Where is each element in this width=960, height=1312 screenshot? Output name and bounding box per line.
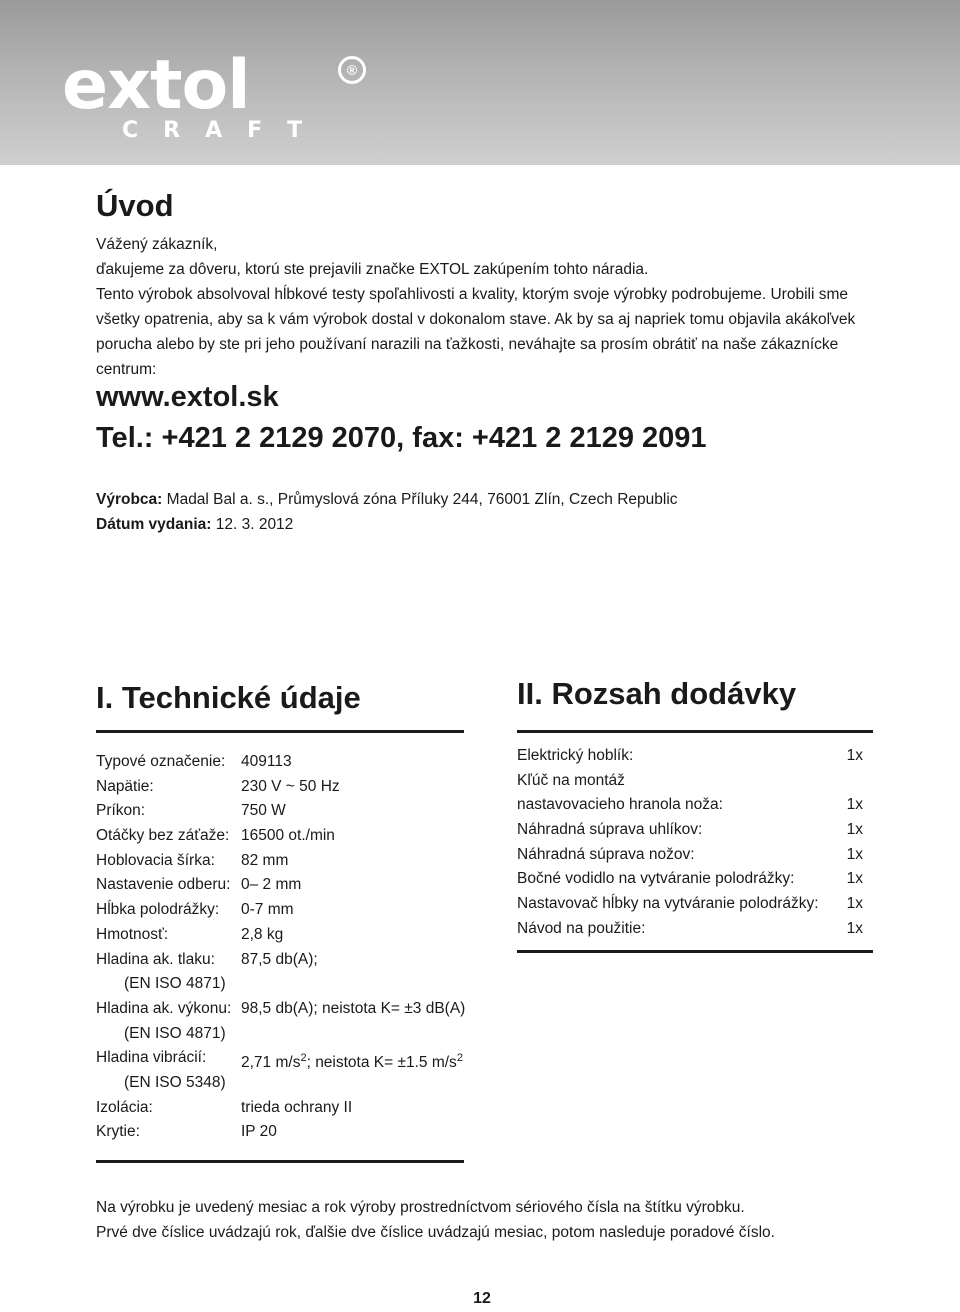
supply-item-qty: 1x [846,845,863,863]
spec-value: 82 mm [241,851,289,869]
spec-label: Hladina ak. tlaku: [96,950,215,968]
spec-label: Napätie: [96,777,154,795]
spec-value: 16500 ot./min [241,827,335,845]
issue-date-line [96,514,293,536]
issue-date-value: 12. 3. 2012 [215,516,294,533]
spec-row [96,775,466,800]
spec-row [96,849,466,874]
supply-item [517,744,863,769]
supply-item-qty: 1x [846,796,863,814]
intro-text [96,232,886,382]
spec-value: 87,5 db(A); [241,950,318,968]
supply-item-qty: 1x [846,821,863,839]
supply-item [517,917,863,942]
tech-bottom-rule [96,1160,464,1163]
supply-top-rule [517,730,873,733]
spec-label: Hladina vibrácií: [96,1049,207,1067]
supply-item-name: nastavovacieho hranola noža: [517,796,723,814]
spec-row [96,898,466,923]
spec-row [96,1022,466,1047]
spec-row [96,873,466,898]
intro-body: Tento výrobok absolvoval hĺbkové testy spoľahlivosti a kvality, ktorým svoje výrobky podrobujeme. Urobili sme všetky opatrenia, aby sa k vám výrobok dostal v dokonalom stave. Ak by sa aj napriek tomu objavila akákoľvek porucha alebo by ste pri jeho používaní narazili na ťažkosti, neváhajte sa prosím obrátiť na naše zákaznícke centrum: [96,286,856,378]
manufacturer-line [96,489,678,511]
spec-value: trieda ochrany II [241,1098,353,1116]
spec-row [96,948,466,973]
phone-fax: Tel.: +421 2 2129 2070, fax: +421 2 2129 2091 [96,422,707,454]
supply-item-qty: 1x [846,919,863,937]
supply-item [517,818,863,843]
extol-craft-logo [62,46,382,150]
tech-top-rule [96,730,464,733]
intro-title: Úvod [96,188,174,223]
supply-bottom-rule [517,950,873,953]
supply-item-name: Návod na použitie: [517,919,646,937]
header-band [0,0,960,165]
spec-value: 409113 [241,753,292,770]
supply-item-name: Elektrický hoblík: [517,747,634,764]
tech-section-title: I. Technické údaje [96,680,361,715]
vibration-value: 2,71 m/s [241,1054,301,1072]
spec-value: 0-7 mm [241,901,294,919]
spec-row [96,750,466,775]
supply-item-qty: 1x [846,895,863,913]
spec-value: 2,8 kg [241,925,284,943]
spec-value: 750 W [241,802,286,820]
supply-item [517,769,863,794]
page-number: 12 [473,1290,491,1307]
supply-item [517,867,863,892]
spec-row [96,1046,466,1071]
supply-item [517,793,863,818]
spec-label: Typové označenie: [96,753,226,770]
spec-label: Otáčky bez záťaže: [96,827,230,845]
spec-row [96,1096,466,1121]
spec-value: 0– 2 mm [241,876,302,894]
supply-item-qty: 1x [846,870,863,888]
spec-label: Krytie: [96,1123,140,1141]
spec-label: Izolácia: [96,1098,153,1116]
supply-item-name: Náhradná súprava nožov: [517,845,695,863]
spec-row [96,799,466,824]
footnote-line: Prvé dve číslice uvádzajú rok, ďalšie dve číslice uvádzajú mesiac, potom nasleduje poradové číslo. [96,1224,775,1241]
spec-row [96,824,466,849]
supply-item-name: Nastavovač hĺbky na vytváranie polodrážky: [517,895,819,913]
spec-label: Hĺbka polodrážky: [96,901,220,919]
tech-spec-table [96,750,466,1145]
spec-label: Nastavenie odberu: [96,876,231,894]
spec-value: IP 20 [241,1123,277,1141]
vibration-exponent: 2 [300,1052,307,1065]
intro-greeting: Vážený zákazník, [96,236,218,253]
spec-standard: (EN ISO 4871) [124,1024,226,1042]
serial-number-note [96,1195,886,1245]
supply-item-name: Bočné vodidlo na vytváranie polodrážky: [517,870,795,888]
spec-row [96,972,466,997]
supply-item [517,843,863,868]
registered-mark-icon: ® [338,56,366,84]
supply-section-title: II. Rozsah dodávky [517,676,797,711]
supply-item-qty: 1x [846,747,863,764]
spec-label: Hoblovacia šírka: [96,851,215,869]
manufacturer-value: Madal Bal a. s., Průmyslová zóna Příluky 244, 76001 Zlín, Czech Republic [166,491,678,508]
spec-row [96,997,466,1022]
spec-label: Príkon: [96,802,146,820]
spec-row [96,1120,466,1145]
logo-wordmark: extol [62,46,250,125]
vibration-uncertainty: ; neistota K= ±1.5 m/s [306,1054,457,1072]
supply-item [517,892,863,917]
supply-list [517,744,863,942]
supply-item-name: Náhradná súprava uhlíkov: [517,821,703,839]
spec-standard: (EN ISO 4871) [124,975,226,993]
spec-row [96,923,466,948]
manufacturer-label: Výrobca: [96,491,163,508]
supply-item-name: Kľúč na montáž [517,771,625,789]
spec-value: 230 V ~ 50 Hz [241,777,340,795]
spec-label: Hmotnosť: [96,925,169,943]
spec-value: 98,5 db(A); neistota K= ±3 dB(A) [241,999,466,1017]
logo-subtitle: CRAFT [122,118,328,143]
issue-date-label: Dátum vydania: [96,516,212,533]
spec-standard: (EN ISO 5348) [124,1073,226,1091]
vibration-uncertainty-exponent: 2 [456,1052,463,1065]
spec-row [96,1071,466,1096]
spec-label: Hladina ak. výkonu: [96,999,232,1017]
intro-thanks: ďakujeme za dôveru, ktorú ste prejavili značke EXTOL zakúpením tohto náradia. [96,261,649,278]
website-link[interactable]: www.extol.sk [96,381,279,413]
footnote-line: Na výrobku je uvedený mesiac a rok výroby prostredníctvom sériového čísla na štítku výrobku. [96,1199,745,1216]
